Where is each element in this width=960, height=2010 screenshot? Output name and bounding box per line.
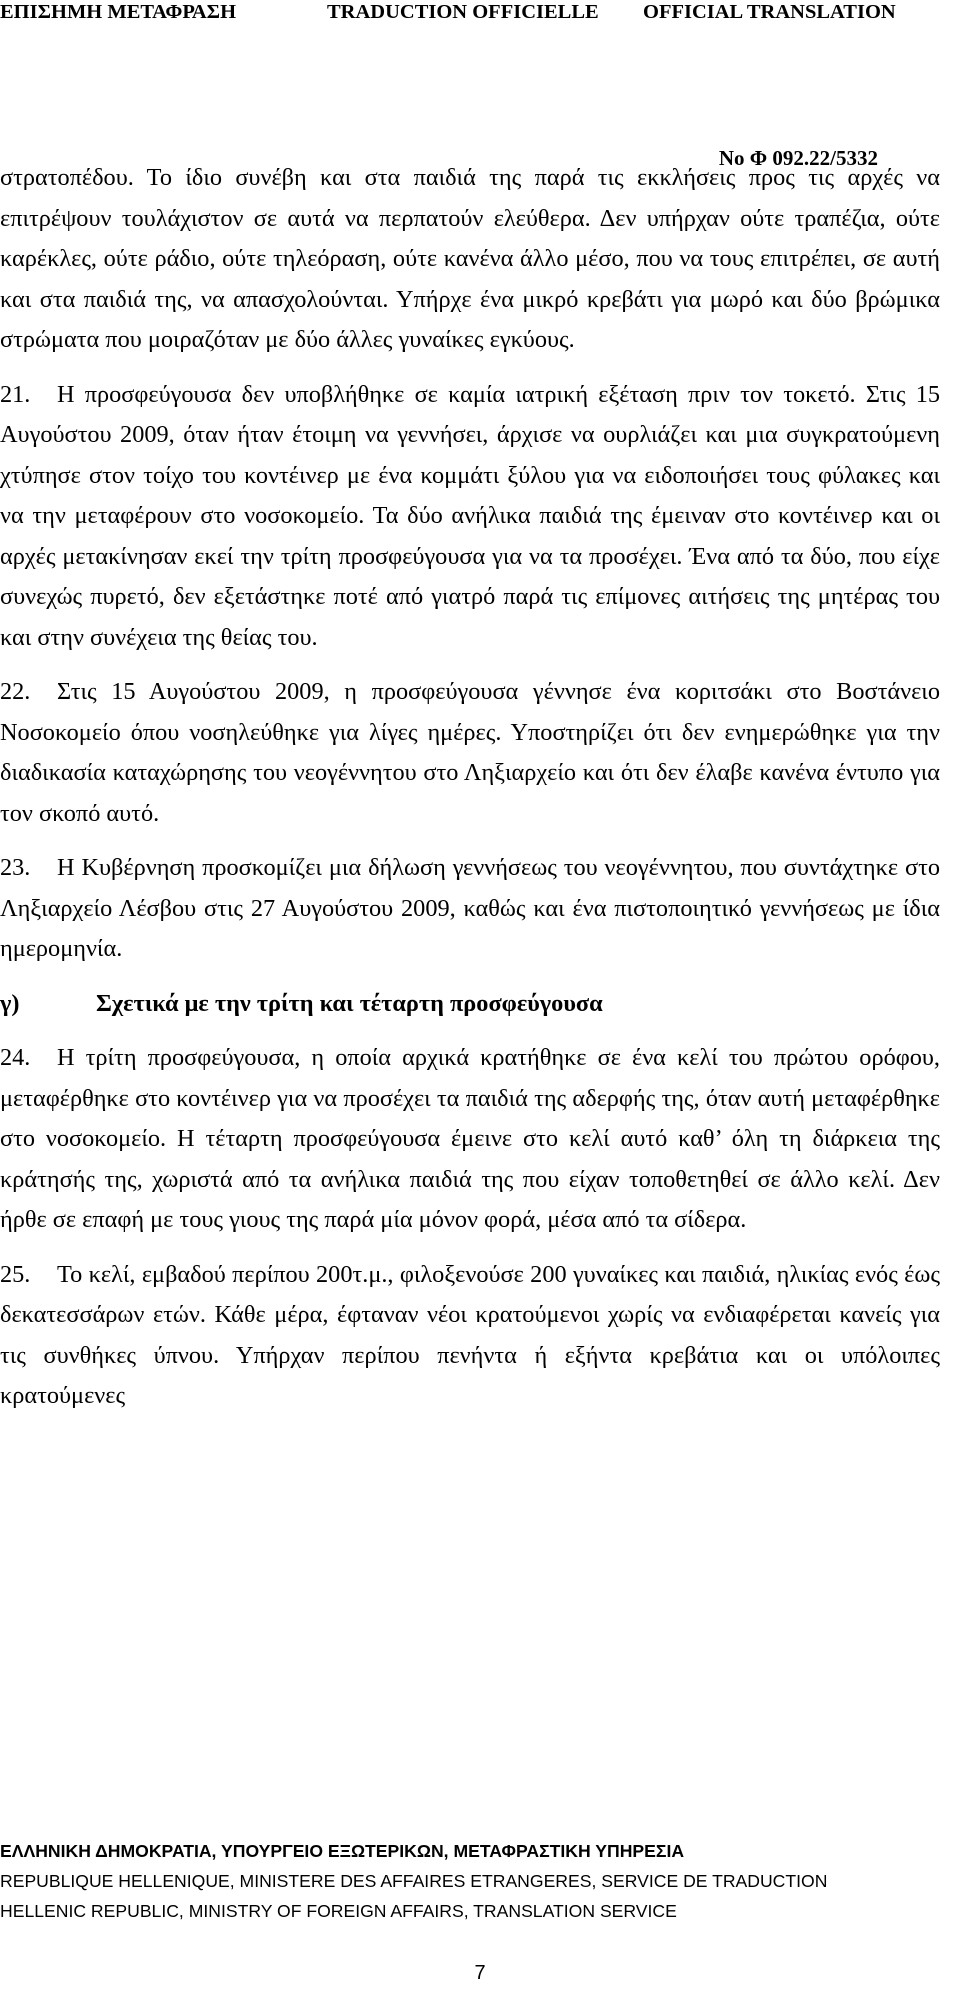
section-title: Σχετικά με την τρίτη και τέταρτη προσφεύγουσα xyxy=(96,989,603,1017)
page-number: 7 xyxy=(474,1962,486,1984)
header-greek-label: ΕΠΙΣΗΜΗ ΜΕΤΑΦΡΑΣΗ xyxy=(0,1,237,23)
footer-line-french: REPUBLIQUE HELLENIQUE, MINISTERE DES AFFAIRES ETRANGERES, SERVICE DE TRADUCTION xyxy=(0,1871,828,1891)
footer-line-greek: ΕΛΛΗΝΙΚΗ ΔΗΜΟΚΡΑΤΙΑ, ΥΠΟΥΡΓΕΙΟ ΕΞΩΤΕΡΙΚΩΝ, ΜΕΤΑΦΡΑΣΤΙΚΗ ΥΠΗΡΕΣΙΑ xyxy=(0,1841,685,1861)
header-english-label: OFFICIAL TRANSLATION xyxy=(643,1,896,23)
header-french-label: TRADUCTION OFFICIELLE xyxy=(327,1,599,23)
paragraph-number: 22. xyxy=(0,678,31,705)
paragraph-text: Στις 15 Αυγούστου 2009, η προσφεύγουσα γέννησε ένα κοριτσάκι στο Βοστάνειο Νοσοκομείο όπου νοσηλεύθηκε για λίγες ημέρες. Υποστηρίζει ότι δεν ενημερώθηκε για την διαδικασία καταχώρησης του νεογέννητου στο Ληξιαρχείο και ότι δεν έλαβε κανένα έντυπο για τον σκοπό αυτό. xyxy=(0,678,940,827)
paragraph-number: 25. xyxy=(0,1260,31,1288)
paragraph-number: 23. xyxy=(0,854,31,881)
paragraph-23 xyxy=(0,848,940,970)
footer-french xyxy=(0,1866,960,1896)
paragraph-text: Η Κυβέρνηση προσκομίζει μια δήλωση γεννήσεως του νεογέννητου, που συντάχτηκε στο Ληξιαρχείο Λέσβου στις 27 Αυγούστου 2009, καθώς και ένα πιστοποιητικό γεννήσεως με ίδια ημερομηνία. xyxy=(0,854,940,962)
section-heading xyxy=(0,984,940,1025)
paragraph-number: 21. xyxy=(0,380,31,408)
paragraph-24 xyxy=(0,1038,940,1241)
paragraph-21 xyxy=(0,375,940,659)
reference-number: No Φ 092.22/5332 xyxy=(718,146,878,170)
paragraph-number: 24. xyxy=(0,1044,31,1071)
paragraph-25 xyxy=(0,1255,940,1417)
section-letter: γ) xyxy=(0,989,20,1017)
paragraph-continuation: στρατοπέδου. Το ίδιο συνέβη και στα παιδιά της παρά τις εκκλήσεις προς τις αρχές να επιτρέψουν τουλάχιστον σε αυτά να περπατούν ελεύθερα. Δεν υπήρχαν ούτε τραπέζια, ούτε καρέκλες, ούτε ράδιο, ούτε τηλεόραση, ούτε κανένα άλλο μέσο, που να τους επιτρέπει, σε αυτή και στα παιδιά της, να απασχολούνται. Υπήρχε ένα μικρό κρεβάτι για μωρό και δύο βρώμικα στρώματα που μοιραζόταν με δύο άλλες γυναίκες εγκύους. xyxy=(0,164,940,353)
footer-english xyxy=(0,1896,960,1926)
footer-greek xyxy=(0,1836,960,1866)
footer-line-english: HELLENIC REPUBLIC, MINISTRY OF FOREIGN AFFAIRS, TRANSLATION SERVICE xyxy=(0,1901,677,1921)
paragraph-text: Το κελί, εμβαδού περίπου 200τ.μ., φιλοξενούσε 200 γυναίκες και παιδιά, ηλικίας ενός έως δεκατεσσάρων ετών. Κάθε μέρα, έφταναν νέοι κρατούμενοι χωρίς να ενδιαφέρεται κανείς για τις συνθήκες ύπνου. Υπήρχαν περίπου πενήντα ή εξήντα κρεβάτια και οι υπόλοιπες κρατούμενες xyxy=(0,1260,940,1409)
paragraph-text: Η τρίτη προσφεύγουσα, η οποία αρχικά κρατήθηκε σε ένα κελί του πρώτου ορόφου, μεταφέρθηκε στο κοντέινερ για να προσέχει τα παιδιά της αδερφής της, όταν αυτή μεταφέρθηκε στο νοσοκομείο. Η τέταρτη προσφεύγουσα έμεινε στο κελί αυτό καθ’ όλη τη διάρκεια της κράτησής της, χωριστά από τα ανήλικα παιδιά της που είχαν τοποθετηθεί σε άλλο κελί. Δεν ήρθε σε επαφή με τους γιους της παρά μία μόνον φορά, μέσα από τα σίδερα. xyxy=(0,1044,940,1233)
paragraph-text: Η προσφεύγουσα δεν υποβλήθηκε σε καμία ιατρική εξέταση πριν τον τοκετό. Στις 15 Αυγούστου 2009, όταν ήταν έτοιμη να γεννήσει, άρχισε να ουρλιάζει και μια συγκρατούμενη χτύπησε στον τοίχο του κοντέινερ με ένα κομμάτι ξύλου για να ειδοποιήσει τους φύλακες και να την μεταφέρουν στο νοσοκομείο. Τα δύο ανήλικα παιδιά της έμειναν στο κοντέινερ και οι αρχές μετακίνησαν εκεί την τρίτη προσφεύγουσα για να τα προσέχει. Ένα από τα δύο, που είχε συνεχώς πυρετό, δεν εξετάστηκε ποτέ από γιατρό παρά τις επίμονες αιτήσεις της μητέρας του και στην συνέχεια της θείας του. xyxy=(0,380,940,651)
document-body xyxy=(0,158,960,1417)
paragraph-22 xyxy=(0,672,940,834)
document-header xyxy=(0,0,960,24)
